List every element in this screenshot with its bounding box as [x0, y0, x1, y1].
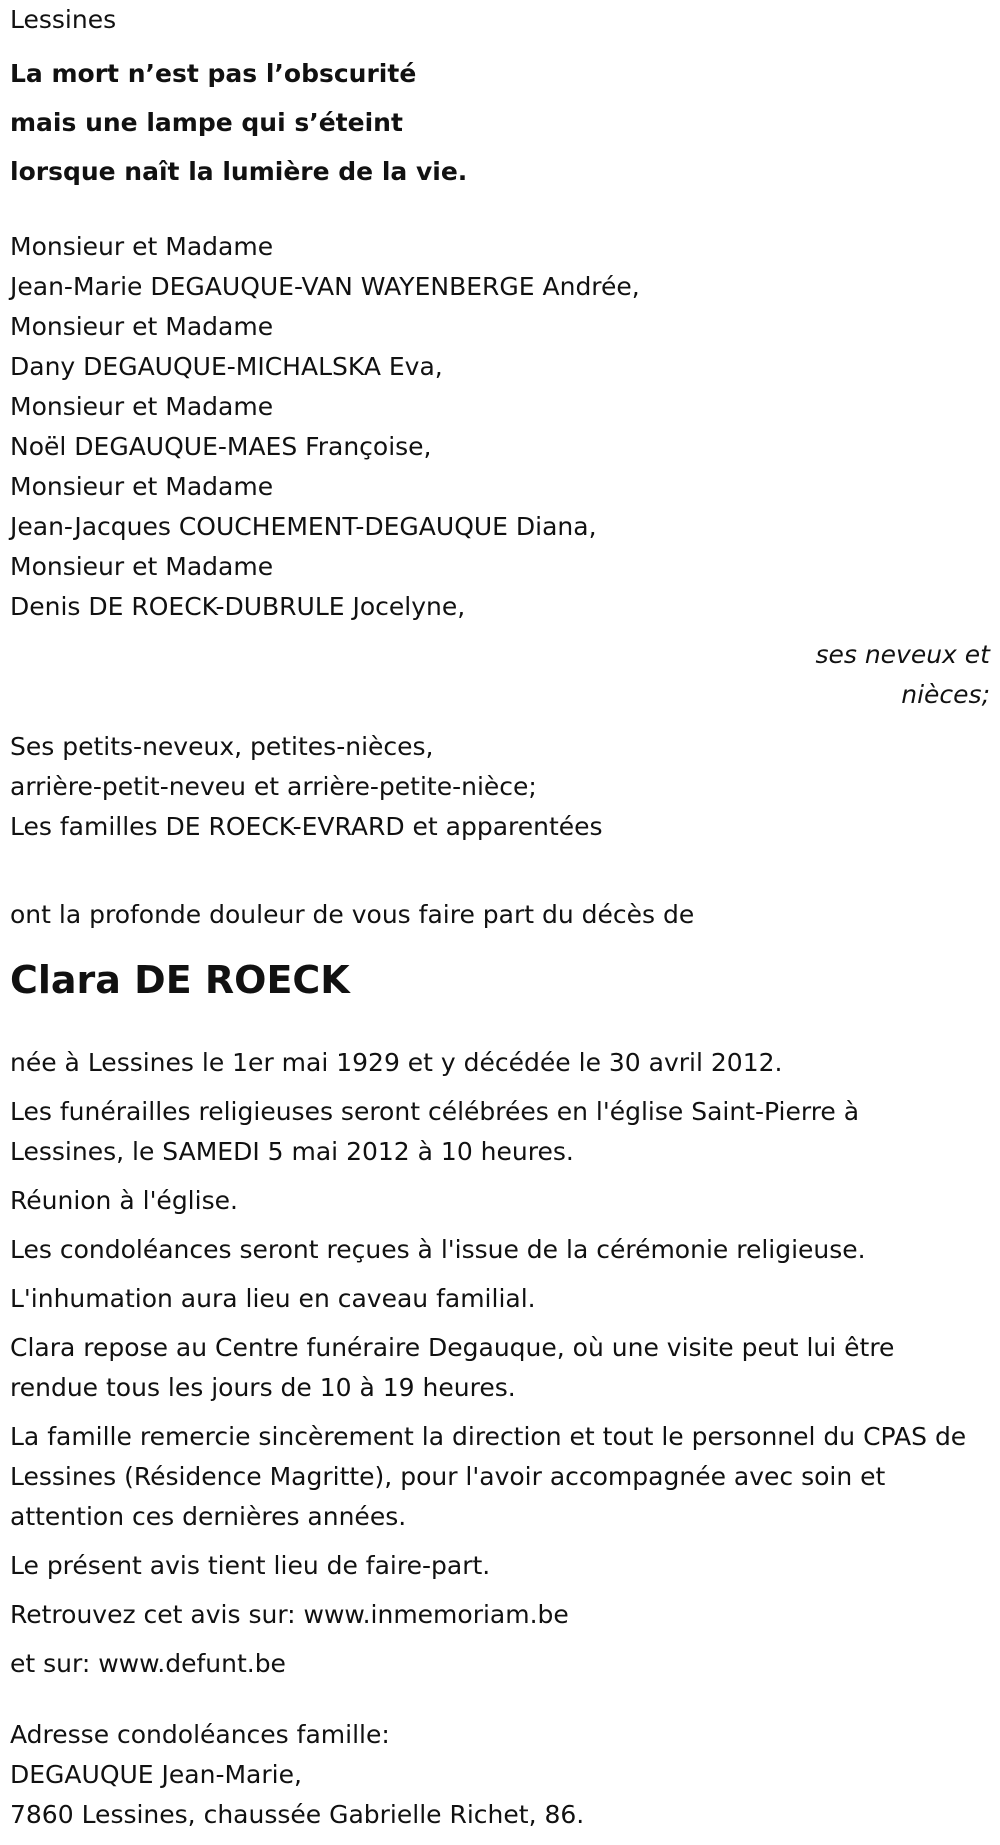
condolence-address — [10, 1715, 990, 1835]
detail-paragraph: L'inhumation aura lieu en caveau familial. — [10, 1284, 536, 1313]
address-line: Adresse condoléances famille: — [10, 1720, 390, 1749]
detail-paragraph: Le présent avis tient lieu de faire-part. — [10, 1551, 491, 1580]
family-line: Monsieur et Madame — [10, 312, 274, 341]
address-line: 7860 Lessines, chaussée Gabrielle Richet, 86. — [10, 1800, 585, 1829]
detail-paragraph: Réunion à l'église. — [10, 1186, 238, 1215]
other-relatives — [10, 727, 990, 847]
website-line: et sur: www.defunt.be — [10, 1649, 286, 1678]
deceased-name: Clara DE ROECK — [10, 958, 350, 1002]
family-line: Noël DEGAUQUE-MAES Françoise, — [10, 432, 432, 461]
relatives-line: Les familles DE ROECK-EVRARD et apparentées — [10, 812, 603, 841]
relation-line: nièces; — [901, 680, 990, 709]
announcement-text: ont la profonde douleur de vous faire part du décès de — [10, 900, 695, 929]
family-line: Monsieur et Madame — [10, 552, 274, 581]
detail-paragraph: Clara repose au Centre funéraire Degauque, où une visite peut lui être rendue tous les jours de 10 à 19 heures. — [10, 1333, 895, 1402]
family-line: Monsieur et Madame — [10, 472, 274, 501]
address-line: DEGAUQUE Jean-Marie, — [10, 1760, 302, 1789]
poem-verse — [10, 49, 990, 196]
detail-paragraph: Les condoléances seront reçues à l'issue de la cérémonie religieuse. — [10, 1235, 866, 1264]
verse-line: La mort n’est pas l’obscurité — [10, 59, 417, 88]
detail-paragraph: Les funérailles religieuses seront célébrées en l'église Saint-Pierre à Lessines, le SAMEDI 5 mai 2012 à 10 heures. — [10, 1097, 860, 1166]
obituary-notice — [10, 0, 990, 1835]
family-line: Denis DE ROECK-DUBRULE Jocelyne, — [10, 592, 466, 621]
relation-line: ses neveux et — [815, 640, 990, 669]
relatives-line: arrière-petit-neveu et arrière-petite-nièce; — [10, 772, 537, 801]
family-line: Monsieur et Madame — [10, 392, 274, 421]
place-name: Lessines — [10, 5, 117, 34]
family-line: Jean-Marie DEGAUQUE-VAN WAYENBERGE Andrée, — [10, 272, 640, 301]
verse-line: lorsque naît la lumière de la vie. — [10, 157, 468, 186]
verse-line: mais une lampe qui s’éteint — [10, 108, 403, 137]
relation-label — [10, 635, 990, 715]
detail-paragraph: née à Lessines le 1er mai 1929 et y décédée le 30 avril 2012. — [10, 1048, 783, 1077]
funeral-details — [10, 1043, 990, 1684]
family-list — [10, 227, 990, 627]
detail-paragraph: La famille remercie sincèrement la direction et tout le personnel du CPAS de Lessines (Résidence Magritte), pour l'avoir accompagnée avec soin et attention ces dernières années. — [10, 1422, 967, 1531]
family-line: Jean-Jacques COUCHEMENT-DEGAUQUE Diana, — [10, 512, 597, 541]
family-line: Monsieur et Madame — [10, 232, 274, 261]
website-line: Retrouvez cet avis sur: www.inmemoriam.be — [10, 1600, 569, 1629]
family-line: Dany DEGAUQUE-MICHALSKA Eva, — [10, 352, 443, 381]
relatives-line: Ses petits-neveux, petites-nièces, — [10, 732, 434, 761]
